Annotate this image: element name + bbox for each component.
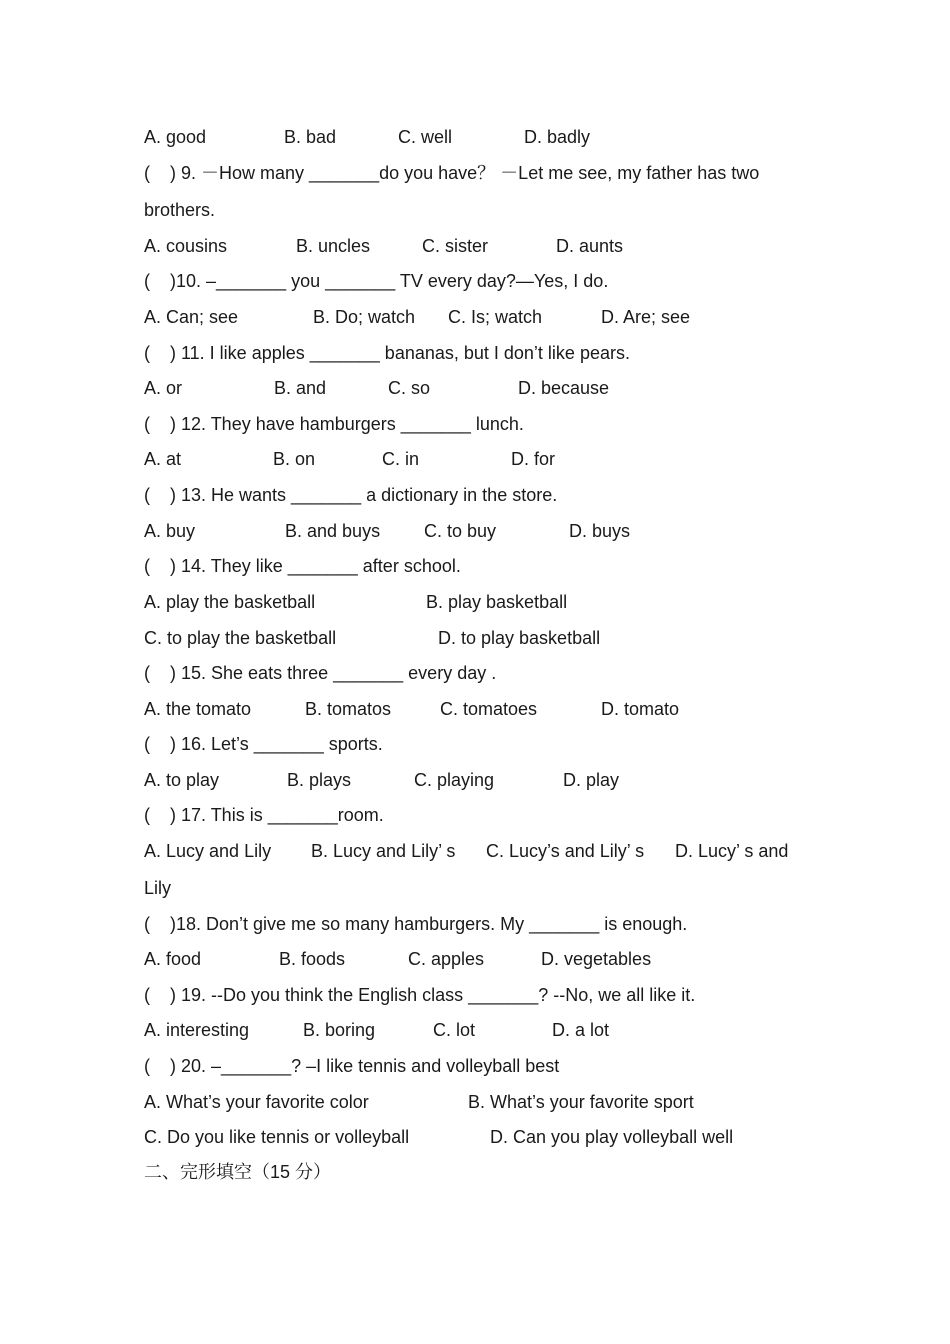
q10-option-b: B. Do; watch xyxy=(313,307,416,327)
q10-option-c: C. Is; watch xyxy=(448,307,543,327)
q20-option-d: D. Can you play volleyball well xyxy=(490,1127,734,1147)
q12-option-a: A. at xyxy=(144,449,182,469)
q12-stem: ( ) 12. They have hamburgers _______ lunch. xyxy=(144,414,524,434)
q16-option-d: D. play xyxy=(563,770,620,790)
q11-option-b: B. and xyxy=(274,378,327,398)
q16-option-c: C. playing xyxy=(414,770,495,790)
q12-option-d: D. for xyxy=(511,449,556,469)
q18-option-b: B. foods xyxy=(279,949,346,969)
q12-option-b: B. on xyxy=(273,449,316,469)
q13-stem: ( ) 13. He wants _______ a dictionary in the store. xyxy=(144,485,558,505)
q17-option-c: C. Lucy’s and Lily’ s xyxy=(486,841,645,861)
q9-option-c: C. sister xyxy=(422,236,489,256)
q8-option-b: B. bad xyxy=(284,127,337,147)
q14-option-c: C. to play the basketball xyxy=(144,628,337,648)
q20-option-a: A. What’s your favorite color xyxy=(144,1092,369,1112)
q15-option-b: B. tomatos xyxy=(305,699,392,719)
q16-stem: ( ) 16. Let’s _______ sports. xyxy=(144,734,383,754)
q13-option-c: C. to buy xyxy=(424,521,497,541)
q18-option-d: D. vegetables xyxy=(541,949,652,969)
q18-option-c: C. apples xyxy=(408,949,485,969)
q13-option-b: B. and buys xyxy=(285,521,381,541)
q15-option-c: C. tomatoes xyxy=(440,699,538,719)
q13-option-a: A. buy xyxy=(144,521,196,541)
q15-option-a: A. the tomato xyxy=(144,699,252,719)
q18-stem: ( )18. Don’t give me so many hamburgers. My _______ is enough. xyxy=(144,914,688,934)
q20-option-b: B. What’s your favorite sport xyxy=(468,1092,694,1112)
q14-option-b: B. play basketball xyxy=(426,592,568,612)
q9-stem: ( ) 9. －How many _______do you have？ －Let me see, my father has two xyxy=(144,163,760,183)
q13-option-d: D. buys xyxy=(569,521,631,541)
q19-option-b: B. boring xyxy=(303,1020,376,1040)
q11-option-c: C. so xyxy=(388,378,431,398)
q8-option-d: D. badly xyxy=(524,127,591,147)
q17-stem: ( ) 17. This is _______room. xyxy=(144,805,384,825)
q17-option-d: D. Lucy’ s and xyxy=(675,841,789,861)
q10-option-a: A. Can; see xyxy=(144,307,239,327)
q20-stem: ( ) 20. –_______? –I like tennis and volleyball best xyxy=(144,1056,560,1076)
q8-option-c: C. well xyxy=(398,127,453,147)
q11-stem: ( ) 11. I like apples _______ bananas, but I don’t like pears. xyxy=(144,343,630,363)
q10-stem: ( )10. –_______ you _______ TV every day?—Yes, I do. xyxy=(144,271,609,291)
q16-option-b: B. plays xyxy=(287,770,352,790)
q14-option-d: D. to play basketball xyxy=(438,628,601,648)
q11-option-a: A. or xyxy=(144,378,183,398)
q15-stem: ( ) 15. She eats three _______ every day . xyxy=(144,663,497,683)
q14-stem: ( ) 14. They like _______ after school. xyxy=(144,556,461,576)
q11-option-d: D. because xyxy=(518,378,610,398)
q9-option-a: A. cousins xyxy=(144,236,228,256)
q10-option-d: D. Are; see xyxy=(601,307,691,327)
q9-stem-continued: brothers. xyxy=(144,200,216,220)
q9-option-b: B. uncles xyxy=(296,236,371,256)
q19-option-c: C. lot xyxy=(433,1020,476,1040)
q8-option-a: A. good xyxy=(144,127,207,147)
section-2-heading: 二、完形填空（15 分） xyxy=(144,1162,332,1182)
q19-stem: ( ) 19. --Do you think the English class _______? --No, we all like it. xyxy=(144,985,696,1005)
q19-option-d: D. a lot xyxy=(552,1020,610,1040)
q16-option-a: A. to play xyxy=(144,770,220,790)
q17-option-a: A. Lucy and Lily xyxy=(144,841,272,861)
q20-option-c: C. Do you like tennis or volleyball xyxy=(144,1127,410,1147)
q15-option-d: D. tomato xyxy=(601,699,680,719)
q17-option-d-continued: Lily xyxy=(144,878,172,898)
q14-option-a: A. play the basketball xyxy=(144,592,316,612)
q19-option-a: A. interesting xyxy=(144,1020,250,1040)
q17-option-b: B. Lucy and Lily’ s xyxy=(311,841,456,861)
q9-option-d: D. aunts xyxy=(556,236,624,256)
q18-option-a: A. food xyxy=(144,949,202,969)
q12-option-c: C. in xyxy=(382,449,420,469)
